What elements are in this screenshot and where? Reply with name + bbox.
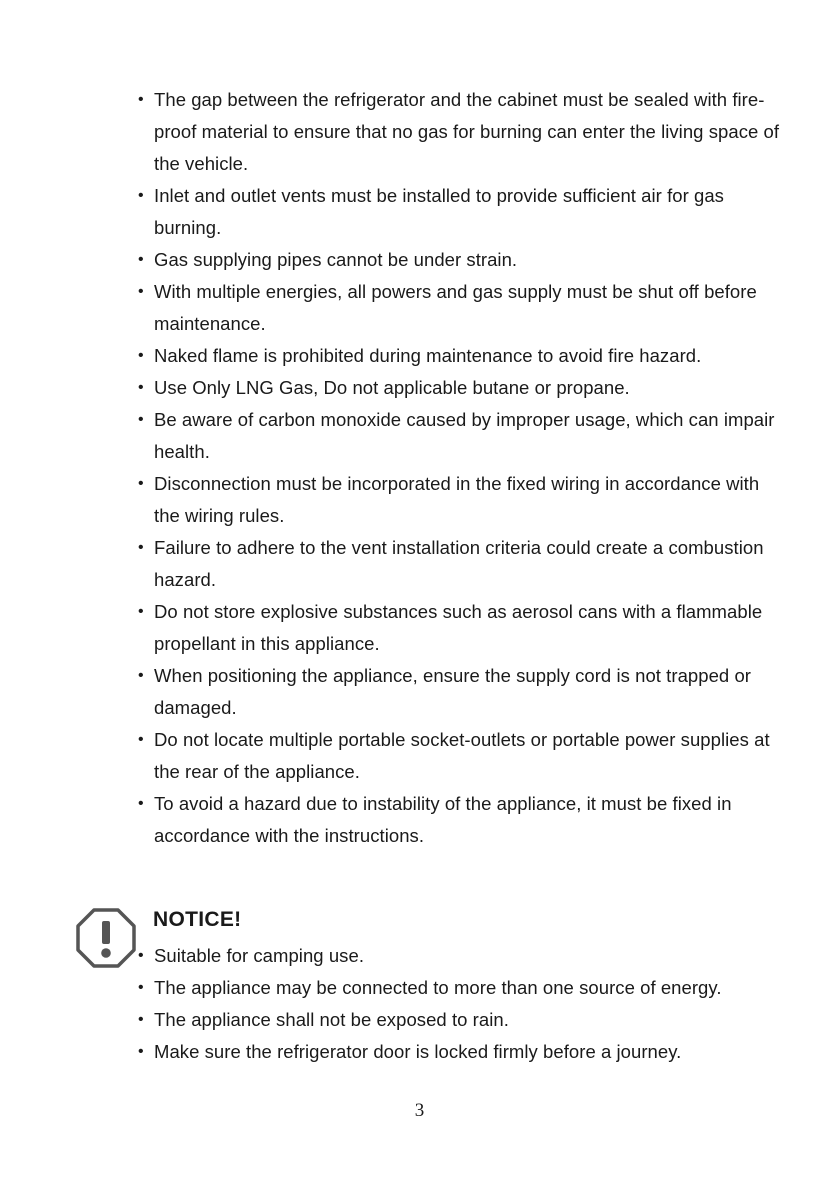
- notice-list: [138, 940, 798, 1068]
- notice-title: NOTICE!: [153, 908, 242, 931]
- list-item: [138, 660, 788, 724]
- list-item: [138, 276, 788, 340]
- exclamation-octagon-icon: [76, 908, 136, 968]
- bullet: •: [138, 1011, 144, 1028]
- list-item-text: The appliance shall not be exposed to rain.: [154, 1009, 509, 1030]
- list-item-text: Inlet and outlet vents must be installed to provide sufficient air for gas burning.: [154, 185, 724, 238]
- bullet: •: [138, 979, 144, 996]
- list-item-text: The gap between the refrigerator and the cabinet must be sealed with fire-proof material to ensure that no gas for burning can enter the living space of the vehicle.: [154, 89, 780, 174]
- bullet: •: [138, 347, 144, 364]
- list-item: [138, 532, 788, 596]
- bullet: •: [138, 475, 144, 492]
- list-item: [138, 84, 788, 180]
- bullet: •: [138, 379, 144, 396]
- list-item-text: Use Only LNG Gas, Do not applicable butane or propane.: [154, 377, 630, 398]
- list-item-text: Failure to adhere to the vent installation criteria could create a combustion hazard.: [154, 537, 764, 590]
- bullet: •: [138, 603, 144, 620]
- list-item-text: With multiple energies, all powers and gas supply must be shut off before maintenance.: [154, 281, 757, 334]
- list-item-text: Do not store explosive substances such as aerosol cans with a flammable propellant in this appliance.: [154, 601, 763, 654]
- list-item-text: Be aware of carbon monoxide caused by improper usage, which can impair health.: [154, 409, 775, 462]
- bullet: •: [138, 251, 144, 268]
- bullet: •: [138, 795, 144, 812]
- list-item-text: Make sure the refrigerator door is locked firmly before a journey.: [154, 1041, 682, 1062]
- list-item-text: Gas supplying pipes cannot be under strain.: [154, 249, 518, 270]
- list-item-text: The appliance may be connected to more than one source of energy.: [154, 977, 722, 998]
- bullet: •: [138, 1043, 144, 1060]
- list-item: [138, 1036, 798, 1068]
- list-item: [138, 180, 788, 244]
- list-item: [138, 244, 788, 276]
- bullet: •: [138, 283, 144, 300]
- warning-list: [138, 84, 788, 852]
- bullet: •: [138, 667, 144, 684]
- page-number: 3: [414, 1100, 425, 1121]
- bullet: •: [138, 187, 144, 204]
- list-item: [138, 372, 788, 404]
- list-item-text: When positioning the appliance, ensure the supply cord is not trapped or damaged.: [154, 665, 751, 718]
- list-item-text: To avoid a hazard due to instability of the appliance, it must be fixed in accordance with the instructions.: [154, 793, 732, 846]
- list-item-text: Suitable for camping use.: [154, 945, 365, 966]
- list-item-text: Naked flame is prohibited during maintenance to avoid fire hazard.: [154, 345, 702, 366]
- bullet: •: [138, 539, 144, 556]
- list-item: [138, 724, 788, 788]
- bullet: •: [138, 91, 144, 108]
- list-item: [138, 940, 798, 972]
- list-item: [138, 404, 788, 468]
- list-item-text: Do not locate multiple portable socket-outlets or portable power supplies at the rear of the appliance.: [154, 729, 770, 782]
- list-item: [138, 972, 798, 1004]
- list-item: [138, 468, 788, 532]
- list-item: [138, 340, 788, 372]
- list-item: [138, 1004, 798, 1036]
- bullet: •: [138, 411, 144, 428]
- bullet: •: [138, 947, 144, 964]
- bullet: •: [138, 731, 144, 748]
- list-item-text: Disconnection must be incorporated in the fixed wiring in accordance with the wiring rules.: [154, 473, 760, 526]
- list-item: [138, 596, 788, 660]
- list-item: [138, 788, 788, 852]
